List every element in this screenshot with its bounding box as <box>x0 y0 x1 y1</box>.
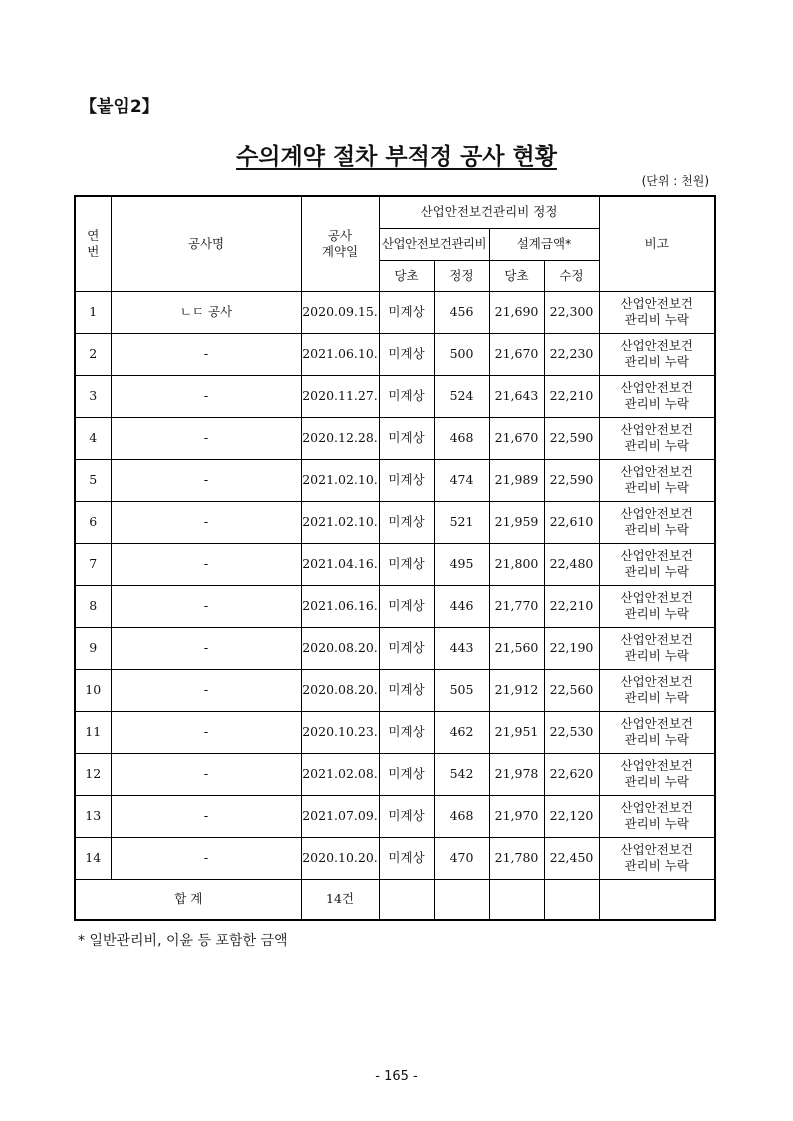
project-name: - <box>111 795 301 837</box>
remark: 산업안전보건 관리비 누락 <box>599 753 715 795</box>
fee-corrected: 500 <box>434 333 489 375</box>
amount-corrected: 22,610 <box>544 501 599 543</box>
project-name: - <box>111 375 301 417</box>
total-empty-cell <box>379 879 434 920</box>
remark: 산업안전보건 관리비 누락 <box>599 417 715 459</box>
row-number: 9 <box>75 627 111 669</box>
header-design-amount: 설계금액* <box>489 228 599 260</box>
table-row <box>75 669 715 711</box>
project-name: - <box>111 711 301 753</box>
footnote: * 일반관리비, 이윤 등 포함한 금액 <box>78 933 288 949</box>
amount-corrected: 22,590 <box>544 417 599 459</box>
project-name: - <box>111 753 301 795</box>
amount-corrected: 22,450 <box>544 837 599 879</box>
remark: 산업안전보건 관리비 누락 <box>599 333 715 375</box>
fee-original: 미계상 <box>379 795 434 837</box>
total-count: 14건 <box>301 879 379 920</box>
fee-original: 미계상 <box>379 501 434 543</box>
row-number: 13 <box>75 795 111 837</box>
row-number: 4 <box>75 417 111 459</box>
fee-original: 미계상 <box>379 585 434 627</box>
row-number: 6 <box>75 501 111 543</box>
fee-corrected: 474 <box>434 459 489 501</box>
header-no: 연 번 <box>75 196 111 291</box>
amount-corrected: 22,480 <box>544 543 599 585</box>
project-name: - <box>111 417 301 459</box>
header-safety-fee: 산업안전보건관리비 <box>379 228 489 260</box>
row-number: 10 <box>75 669 111 711</box>
contract-date: 2020.09.15. <box>301 291 379 333</box>
table-row <box>75 417 715 459</box>
amount-corrected: 22,210 <box>544 375 599 417</box>
contract-date: 2020.10.20. <box>301 837 379 879</box>
project-name: - <box>111 543 301 585</box>
attachment-label: 【붙임2】 <box>80 97 159 117</box>
table-row <box>75 585 715 627</box>
remark: 산업안전보건 관리비 누락 <box>599 627 715 669</box>
table-row <box>75 627 715 669</box>
amount-original: 21,670 <box>489 417 544 459</box>
fee-corrected: 468 <box>434 417 489 459</box>
remark: 산업안전보건 관리비 누락 <box>599 669 715 711</box>
total-empty-cell <box>599 879 715 920</box>
fee-corrected: 468 <box>434 795 489 837</box>
fee-corrected: 542 <box>434 753 489 795</box>
remark: 산업안전보건 관리비 누락 <box>599 795 715 837</box>
amount-original: 21,989 <box>489 459 544 501</box>
contract-date: 2020.08.20. <box>301 669 379 711</box>
remark: 산업안전보건 관리비 누락 <box>599 291 715 333</box>
project-name: - <box>111 669 301 711</box>
row-number: 2 <box>75 333 111 375</box>
amount-original: 21,970 <box>489 795 544 837</box>
project-name: - <box>111 501 301 543</box>
table-row <box>75 711 715 753</box>
row-number: 1 <box>75 291 111 333</box>
table-row <box>75 837 715 879</box>
amount-original: 21,959 <box>489 501 544 543</box>
amount-original: 21,643 <box>489 375 544 417</box>
row-number: 3 <box>75 375 111 417</box>
amount-corrected: 22,560 <box>544 669 599 711</box>
contract-date: 2020.12.28. <box>301 417 379 459</box>
contract-date: 2021.02.10. <box>301 501 379 543</box>
contract-table <box>74 195 716 921</box>
header-remarks: 비고 <box>599 196 715 291</box>
header-correction-group: 산업안전보건관리비 정정 <box>379 196 599 228</box>
amount-corrected: 22,530 <box>544 711 599 753</box>
total-empty-cell <box>544 879 599 920</box>
fee-original: 미계상 <box>379 543 434 585</box>
fee-corrected: 443 <box>434 627 489 669</box>
remark: 산업안전보건 관리비 누락 <box>599 585 715 627</box>
project-name: - <box>111 333 301 375</box>
contract-date: 2021.02.08. <box>301 753 379 795</box>
header-date: 공사 계약일 <box>301 196 379 291</box>
amount-corrected: 22,120 <box>544 795 599 837</box>
contract-date: 2020.10.23. <box>301 711 379 753</box>
fee-corrected: 462 <box>434 711 489 753</box>
total-empty-cell <box>489 879 544 920</box>
amount-original: 21,912 <box>489 669 544 711</box>
amount-corrected: 22,620 <box>544 753 599 795</box>
amount-original: 21,978 <box>489 753 544 795</box>
header-fee-original: 당초 <box>379 260 434 291</box>
project-name: - <box>111 627 301 669</box>
header-amount-corrected: 수정 <box>544 260 599 291</box>
table-row <box>75 543 715 585</box>
remark: 산업안전보건 관리비 누락 <box>599 543 715 585</box>
total-label: 합 계 <box>75 879 301 920</box>
contract-date: 2021.07.09. <box>301 795 379 837</box>
contract-date: 2020.11.27. <box>301 375 379 417</box>
table-row <box>75 375 715 417</box>
total-empty-cell <box>434 879 489 920</box>
fee-original: 미계상 <box>379 291 434 333</box>
contract-date: 2021.02.10. <box>301 459 379 501</box>
amount-original: 21,800 <box>489 543 544 585</box>
amount-original: 21,670 <box>489 333 544 375</box>
remark: 산업안전보건 관리비 누락 <box>599 711 715 753</box>
amount-original: 21,770 <box>489 585 544 627</box>
row-number: 11 <box>75 711 111 753</box>
fee-corrected: 456 <box>434 291 489 333</box>
fee-original: 미계상 <box>379 333 434 375</box>
row-number: 14 <box>75 837 111 879</box>
fee-corrected: 521 <box>434 501 489 543</box>
row-number: 8 <box>75 585 111 627</box>
table-row <box>75 501 715 543</box>
amount-original: 21,690 <box>489 291 544 333</box>
row-number: 12 <box>75 753 111 795</box>
header-amount-original: 당초 <box>489 260 544 291</box>
remark: 산업안전보건 관리비 누락 <box>599 375 715 417</box>
page-title-text: 수의계약 절차 부적정 공사 현황 <box>236 144 557 170</box>
remark: 산업안전보건 관리비 누락 <box>599 459 715 501</box>
page-title <box>0 138 793 171</box>
amount-corrected: 22,590 <box>544 459 599 501</box>
fee-corrected: 470 <box>434 837 489 879</box>
amount-original: 21,560 <box>489 627 544 669</box>
row-number: 5 <box>75 459 111 501</box>
amount-original: 21,780 <box>489 837 544 879</box>
amount-corrected: 22,210 <box>544 585 599 627</box>
page-number: - 165 - <box>375 1069 418 1084</box>
contract-date: 2021.06.16. <box>301 585 379 627</box>
project-name: - <box>111 585 301 627</box>
remark: 산업안전보건 관리비 누락 <box>599 837 715 879</box>
table-row <box>75 753 715 795</box>
table-row <box>75 795 715 837</box>
project-name: - <box>111 837 301 879</box>
contract-date: 2020.08.20. <box>301 627 379 669</box>
fee-corrected: 505 <box>434 669 489 711</box>
amount-corrected: 22,230 <box>544 333 599 375</box>
contract-date: 2021.04.16. <box>301 543 379 585</box>
amount-corrected: 22,190 <box>544 627 599 669</box>
contract-date: 2021.06.10. <box>301 333 379 375</box>
project-name: - <box>111 459 301 501</box>
table-row <box>75 459 715 501</box>
fee-original: 미계상 <box>379 459 434 501</box>
fee-original: 미계상 <box>379 627 434 669</box>
fee-corrected: 446 <box>434 585 489 627</box>
fee-corrected: 524 <box>434 375 489 417</box>
row-number: 7 <box>75 543 111 585</box>
header-fee-corrected: 정정 <box>434 260 489 291</box>
fee-original: 미계상 <box>379 417 434 459</box>
fee-original: 미계상 <box>379 753 434 795</box>
fee-original: 미계상 <box>379 375 434 417</box>
fee-original: 미계상 <box>379 711 434 753</box>
fee-original: 미계상 <box>379 669 434 711</box>
table-row <box>75 333 715 375</box>
header-name: 공사명 <box>111 196 301 291</box>
unit-note: (단위 : 천원) <box>641 174 709 188</box>
amount-original: 21,951 <box>489 711 544 753</box>
project-name: ㄴㄷ 공사 <box>111 291 301 333</box>
fee-corrected: 495 <box>434 543 489 585</box>
fee-original: 미계상 <box>379 837 434 879</box>
table-row <box>75 291 715 333</box>
remark: 산업안전보건 관리비 누락 <box>599 501 715 543</box>
amount-corrected: 22,300 <box>544 291 599 333</box>
